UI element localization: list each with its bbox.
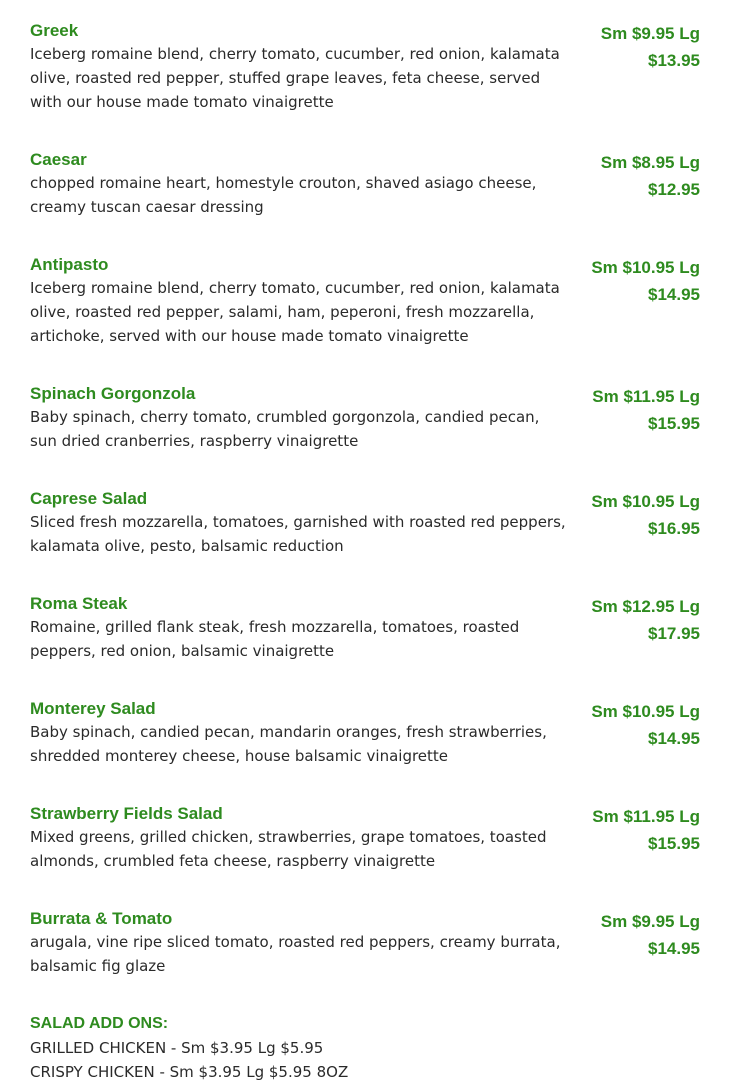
item-name: Greek — [30, 21, 79, 40]
add-on-grilled-chicken: GRILLED CHICKEN - Sm $3.95 Lg $5.95 — [30, 1039, 324, 1057]
menu-item-burrata-tomato — [30, 908, 700, 1013]
menu-item-caesar — [30, 149, 700, 254]
item-name: Strawberry Fields Salad — [30, 804, 223, 823]
price-large: $13.95 — [648, 51, 700, 70]
item-price — [570, 698, 700, 752]
add-ons-heading: SALAD ADD ONS: — [30, 1015, 169, 1032]
menu-item-monterey-salad — [30, 698, 700, 803]
item-description: Baby spinach, cherry tomato, crumbled gorgonzola, candied pecan, sun dried cranberries, raspberry vinaigrette — [30, 408, 540, 450]
menu-item-spinach-gorgonzola — [30, 383, 700, 488]
item-name: Caesar — [30, 150, 87, 169]
menu-item-antipasto — [30, 254, 700, 383]
price-large: $17.95 — [648, 624, 700, 643]
item-price — [570, 908, 700, 962]
price-small: Sm $9.95 Lg — [600, 912, 700, 931]
item-price — [570, 803, 700, 857]
price-large: $15.95 — [648, 414, 700, 433]
price-small: Sm $8.95 Lg — [600, 153, 700, 172]
item-name: Spinach Gorgonzola — [30, 384, 196, 403]
price-small: Sm $10.95 Lg — [591, 492, 700, 511]
price-large: $15.95 — [648, 834, 700, 853]
price-large: $16.95 — [648, 519, 700, 538]
item-price — [570, 593, 700, 647]
price-large: $12.95 — [648, 180, 700, 199]
item-price — [570, 383, 700, 437]
item-description: arugala, vine ripe sliced tomato, roasted red peppers, creamy burrata, balsamic fig glaze — [30, 933, 561, 975]
menu-item-caprese-salad — [30, 488, 700, 593]
price-small: Sm $12.95 Lg — [591, 597, 700, 616]
price-large: $14.95 — [648, 285, 700, 304]
item-name: Roma Steak — [30, 594, 128, 613]
item-name: Antipasto — [30, 255, 109, 274]
menu-item-strawberry-fields-salad — [30, 803, 700, 908]
price-small: Sm $10.95 Lg — [591, 258, 700, 277]
item-name: Caprese Salad — [30, 489, 148, 508]
menu-item-roma-steak — [30, 593, 700, 698]
salad-add-ons — [30, 1012, 700, 1084]
item-name: Monterey Salad — [30, 699, 156, 718]
price-small: Sm $11.95 Lg — [592, 807, 700, 826]
item-description: Romaine, grilled flank steak, fresh mozzarella, tomatoes, roasted peppers, red onion, balsamic vinaigrette — [30, 618, 520, 660]
price-large: $14.95 — [648, 729, 700, 748]
salad-menu — [30, 20, 700, 1013]
price-small: Sm $9.95 Lg — [600, 24, 700, 43]
item-price — [570, 149, 700, 203]
menu-item-greek — [30, 20, 700, 149]
item-description: Baby spinach, candied pecan, mandarin oranges, fresh strawberries, shredded monterey cheese, house balsamic vinaigrette — [30, 723, 547, 765]
item-price — [570, 20, 700, 74]
price-small: Sm $10.95 Lg — [591, 702, 700, 721]
add-on-crispy-chicken: CRISPY CHICKEN - Sm $3.95 Lg $5.95 8OZ — [30, 1063, 349, 1081]
item-description: Mixed greens, grilled chicken, strawberries, grape tomatoes, toasted almonds, crumbled feta cheese, raspberry vinaigrette — [30, 828, 547, 870]
price-large: $14.95 — [648, 939, 700, 958]
price-small: Sm $11.95 Lg — [592, 387, 700, 406]
item-description: Iceberg romaine blend, cherry tomato, cucumber, red onion, kalamata olive, roasted red pepper, salami, ham, peperoni, fresh mozzarella, artichoke, served with our house made tomato vinaigrette — [30, 279, 560, 345]
item-description: Sliced fresh mozzarella, tomatoes, garnished with roasted red peppers, kalamata olive, pesto, balsamic reduction — [30, 513, 566, 555]
item-description: Iceberg romaine blend, cherry tomato, cucumber, red onion, kalamata olive, roasted red pepper, stuffed grape leaves, feta cheese, served with our house made tomato vinaigrette — [30, 45, 560, 111]
item-price — [570, 488, 700, 542]
item-price — [570, 254, 700, 308]
item-name: Burrata & Tomato — [30, 909, 173, 928]
item-description: chopped romaine heart, homestyle crouton, shaved asiago cheese, creamy tuscan caesar dressing — [30, 174, 537, 216]
